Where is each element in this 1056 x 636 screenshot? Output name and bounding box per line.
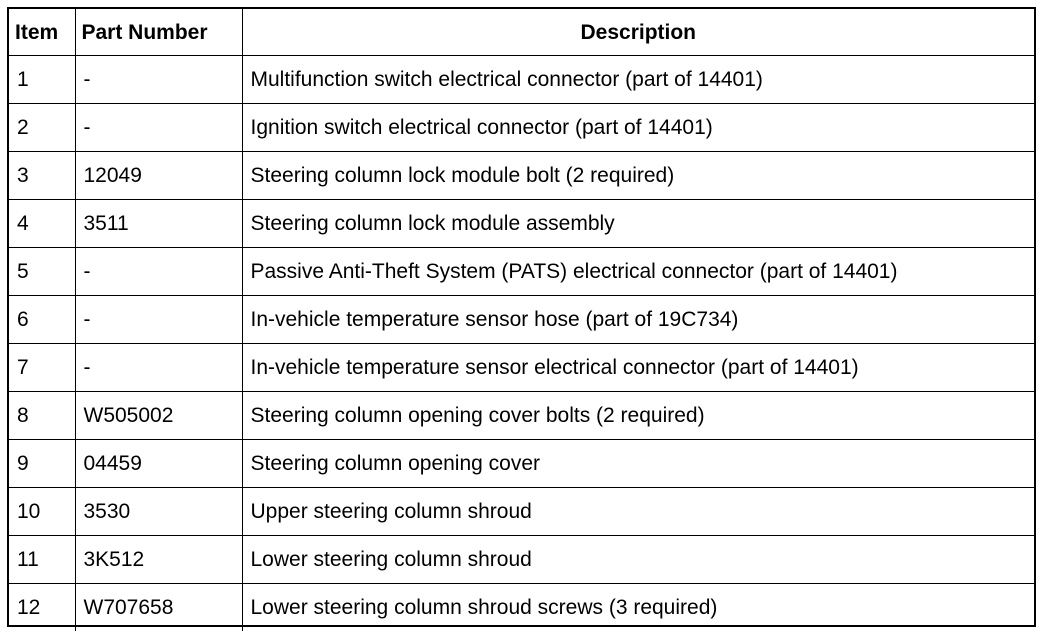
header-description: Description [242,9,1034,56]
cell-item: 12 [9,584,75,632]
cell-description: Upper steering column shroud [242,488,1034,536]
table-body [9,56,1034,632]
table-row [9,440,1034,488]
cell-part-number: 04459 [75,440,242,488]
table-row [9,104,1034,152]
cell-part-number: - [75,104,242,152]
table-row [9,248,1034,296]
table-row [9,536,1034,584]
cell-item: 1 [9,56,75,104]
cell-part-number: - [75,248,242,296]
cell-description: In-vehicle temperature sensor electrical connector (part of 14401) [242,344,1034,392]
parts-table-container [7,7,1036,627]
parts-table [9,9,1034,631]
cell-item: 9 [9,440,75,488]
cell-item: 7 [9,344,75,392]
cell-item: 8 [9,392,75,440]
table-header [9,9,1034,56]
cell-item: 3 [9,152,75,200]
cell-item: 10 [9,488,75,536]
cell-description: Lower steering column shroud [242,536,1034,584]
cell-description: Steering column opening cover bolts (2 required) [242,392,1034,440]
header-part-number: Part Number [75,9,242,56]
cell-description: In-vehicle temperature sensor hose (part of 19C734) [242,296,1034,344]
table-row [9,296,1034,344]
cell-part-number: W707658 [75,584,242,632]
table-row [9,392,1034,440]
cell-part-number: W505002 [75,392,242,440]
header-row [9,9,1034,56]
cell-part-number: - [75,56,242,104]
cell-description: Steering column lock module bolt (2 required) [242,152,1034,200]
table-row [9,200,1034,248]
cell-description: Passive Anti-Theft System (PATS) electrical connector (part of 14401) [242,248,1034,296]
cell-item: 6 [9,296,75,344]
cell-part-number: 12049 [75,152,242,200]
table-row [9,56,1034,104]
cell-part-number: 3511 [75,200,242,248]
cell-description: Lower steering column shroud screws (3 required) [242,584,1034,632]
table-row [9,584,1034,632]
cell-description: Ignition switch electrical connector (part of 14401) [242,104,1034,152]
cell-item: 4 [9,200,75,248]
table-row [9,344,1034,392]
cell-item: 2 [9,104,75,152]
cell-description: Multifunction switch electrical connector (part of 14401) [242,56,1034,104]
cell-item: 5 [9,248,75,296]
table-row [9,152,1034,200]
cell-part-number: - [75,296,242,344]
header-item: Item [9,9,75,56]
table-row [9,488,1034,536]
cell-part-number: 3530 [75,488,242,536]
cell-item: 11 [9,536,75,584]
cell-description: Steering column lock module assembly [242,200,1034,248]
cell-part-number: - [75,344,242,392]
cell-description: Steering column opening cover [242,440,1034,488]
cell-part-number: 3K512 [75,536,242,584]
